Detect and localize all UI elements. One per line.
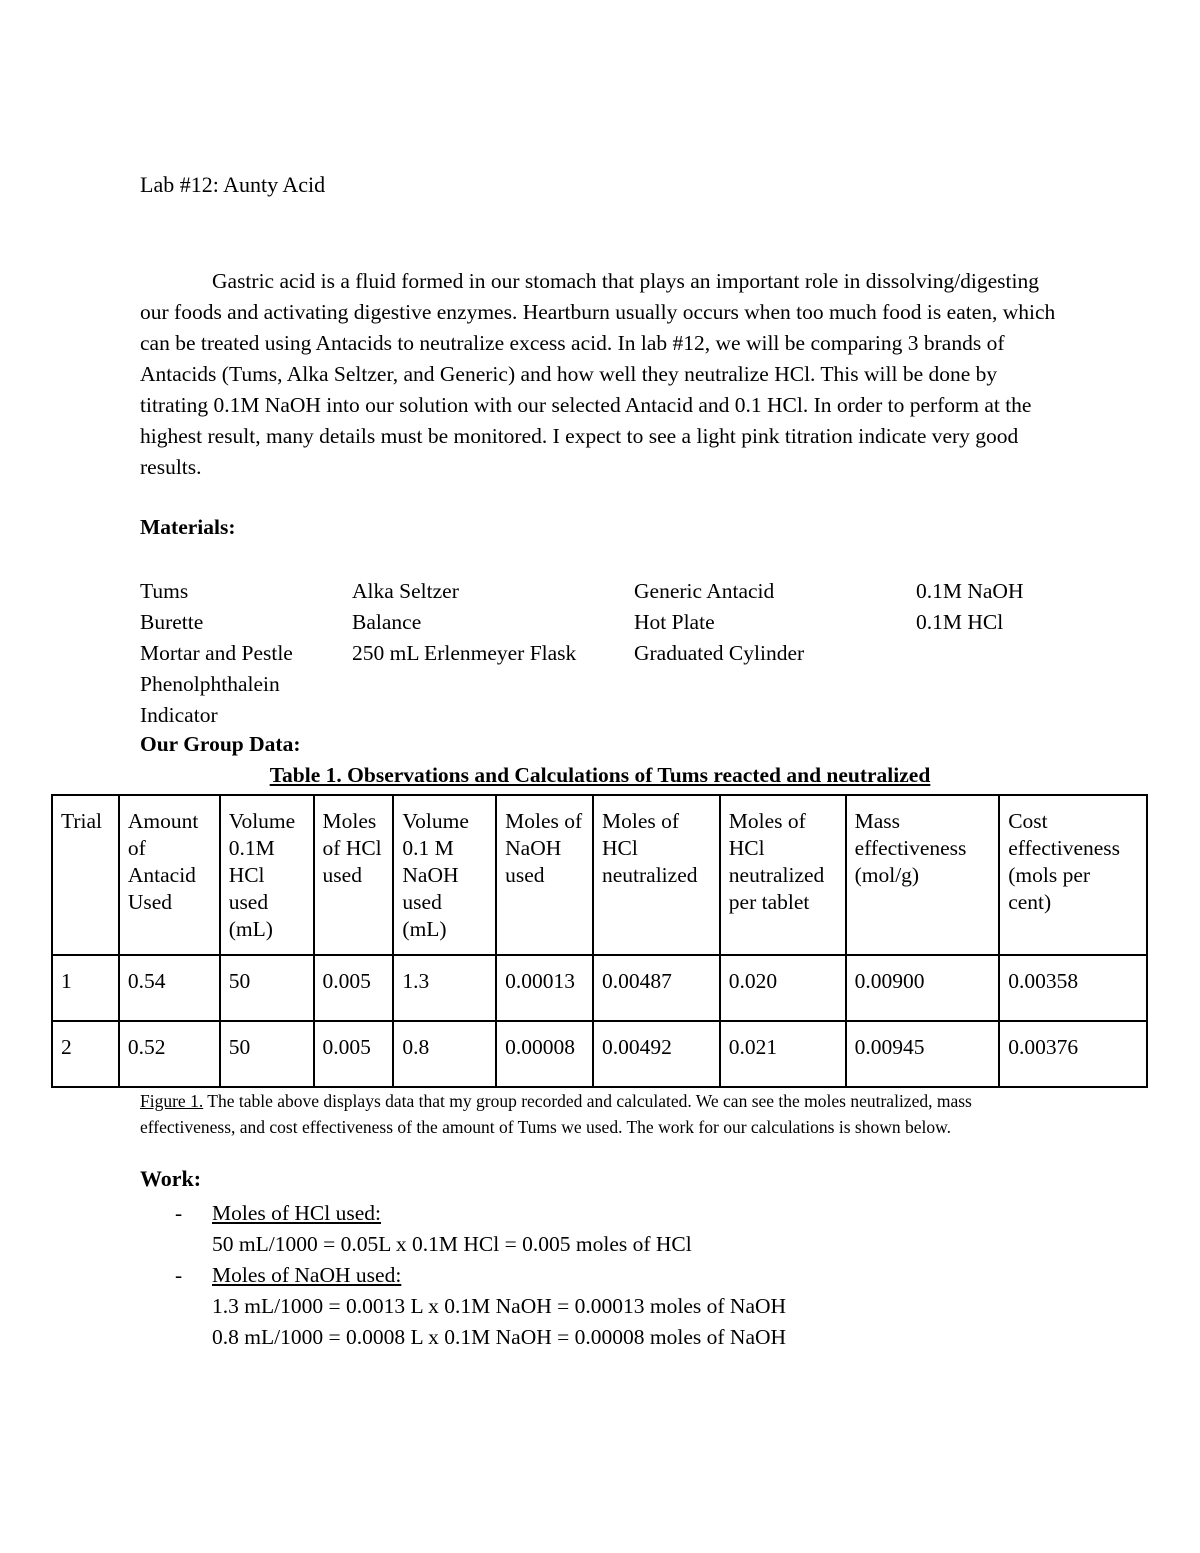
material-item [634, 669, 916, 700]
material-item: Balance [352, 610, 422, 634]
material-item: Generic Antacid [634, 579, 775, 603]
table-cell: 0.005 [314, 955, 394, 1021]
table-header-row [52, 795, 1147, 955]
material-item: Hot Plate [634, 610, 715, 634]
table-cell: 1.3 [393, 955, 496, 1021]
material-item: Phenolphthalein Indicator [140, 672, 280, 727]
material-item: Burette [140, 610, 204, 634]
table-cell: 50 [220, 1021, 314, 1087]
figure-caption [140, 1088, 1070, 1140]
table-cell: 0.52 [119, 1021, 220, 1087]
work-equation: 50 mL/1000 = 0.05L x 0.1M HCl = 0.005 moles of HCl [212, 1232, 692, 1256]
figure-text: The table above displays data that my group recorded and calculated. We can see the moles neutralized, mass effectiveness, and cost effectiveness of the amount of Tums we used. The work for our calculations is shown below. [140, 1091, 972, 1137]
materials-heading: Materials: [140, 515, 236, 539]
column-header: Cost effectiveness (mols per cent) [999, 795, 1147, 955]
table-cell: 0.00013 [496, 955, 593, 1021]
work-item-label: Moles of NaOH used: [212, 1263, 402, 1287]
column-header: Mass effectiveness (mol/g) [846, 795, 1000, 955]
column-header: Moles of HCl used [314, 795, 394, 955]
table-row [52, 1021, 1147, 1087]
column-header: Volume 0.1 M NaOH used (mL) [393, 795, 496, 955]
table-cell: 50 [220, 955, 314, 1021]
work-item-label: Moles of HCl used: [212, 1201, 382, 1225]
work-equation: 0.8 mL/1000 = 0.0008 L x 0.1M NaOH = 0.00008 moles of NaOH [212, 1325, 787, 1349]
column-header: Moles of HCl neutralized per tablet [720, 795, 846, 955]
bullet-dash: - [175, 1201, 183, 1225]
work-item [175, 1260, 786, 1291]
material-item [916, 669, 1116, 700]
material-item: 0.1M NaOH [916, 579, 1024, 603]
work-list [175, 1198, 786, 1353]
intro-paragraph: Gastric acid is a fluid formed in our stomach that plays an important role in dissolving/digesting our foods and activating digestive enzymes. Heartburn usually occurs when too much food is eaten, which can be treated using Antacids to neutralize excess acid. In lab #12, we will be comparing 3 brands of Antacids (Tums, Alka Seltzer, and Generic) and how well they neutralize HCl. This will be done by titrating 0.1M NaOH into our solution with our selected Antacid and 0.1 HCl. In order to perform at the highest result, many details must be monitored. I expect to see a light pink titration indicate very good results. [140, 269, 1056, 479]
material-item: Graduated Cylinder [634, 641, 805, 665]
figure-label: Figure 1. [140, 1091, 204, 1111]
materials-list [140, 576, 1116, 727]
table-cell: 0.00487 [593, 955, 720, 1021]
table-cell: 0.00008 [496, 1021, 593, 1087]
column-header: Volume 0.1M HCl used (mL) [220, 795, 314, 955]
table-cell: 0.8 [393, 1021, 496, 1087]
material-item: 0.1M HCl [916, 610, 1004, 634]
table-cell: 0.00376 [999, 1021, 1147, 1087]
document-title: Lab #12: Aunty Acid [140, 172, 326, 197]
column-header: Moles of HCl neutralized [593, 795, 720, 955]
bullet-dash: - [175, 1263, 183, 1287]
column-header: Moles of NaOH used [496, 795, 593, 955]
column-header: Amount of Antacid Used [119, 795, 220, 955]
table-cell: 0.00900 [846, 955, 1000, 1021]
table-cell: 0.020 [720, 955, 846, 1021]
material-item: Mortar and Pestle [140, 641, 293, 665]
table-cell: 0.00358 [999, 955, 1147, 1021]
table-cell: 0.00945 [846, 1021, 1000, 1087]
data-table [51, 794, 1148, 1088]
table-caption: Table 1. Observations and Calculations of Tums reacted and neutralized [269, 763, 931, 787]
table-row [52, 955, 1147, 1021]
table-cell: 0.005 [314, 1021, 394, 1087]
table-cell: 0.54 [119, 955, 220, 1021]
table-cell: 2 [52, 1021, 119, 1087]
material-item [352, 669, 634, 700]
work-item [175, 1198, 786, 1229]
column-header: Trial [52, 795, 119, 955]
group-data-heading: Our Group Data: [140, 732, 301, 756]
table-cell: 0.021 [720, 1021, 846, 1087]
material-item: 250 mL Erlenmeyer Flask [352, 641, 577, 665]
table-cell: 1 [52, 955, 119, 1021]
table-cell: 0.00492 [593, 1021, 720, 1087]
work-heading: Work: [140, 1166, 202, 1191]
material-item: Tums [140, 579, 189, 603]
work-equation: 1.3 mL/1000 = 0.0013 L x 0.1M NaOH = 0.00013 moles of NaOH [212, 1294, 787, 1318]
material-item [916, 638, 1116, 669]
material-item: Alka Seltzer [352, 579, 459, 603]
